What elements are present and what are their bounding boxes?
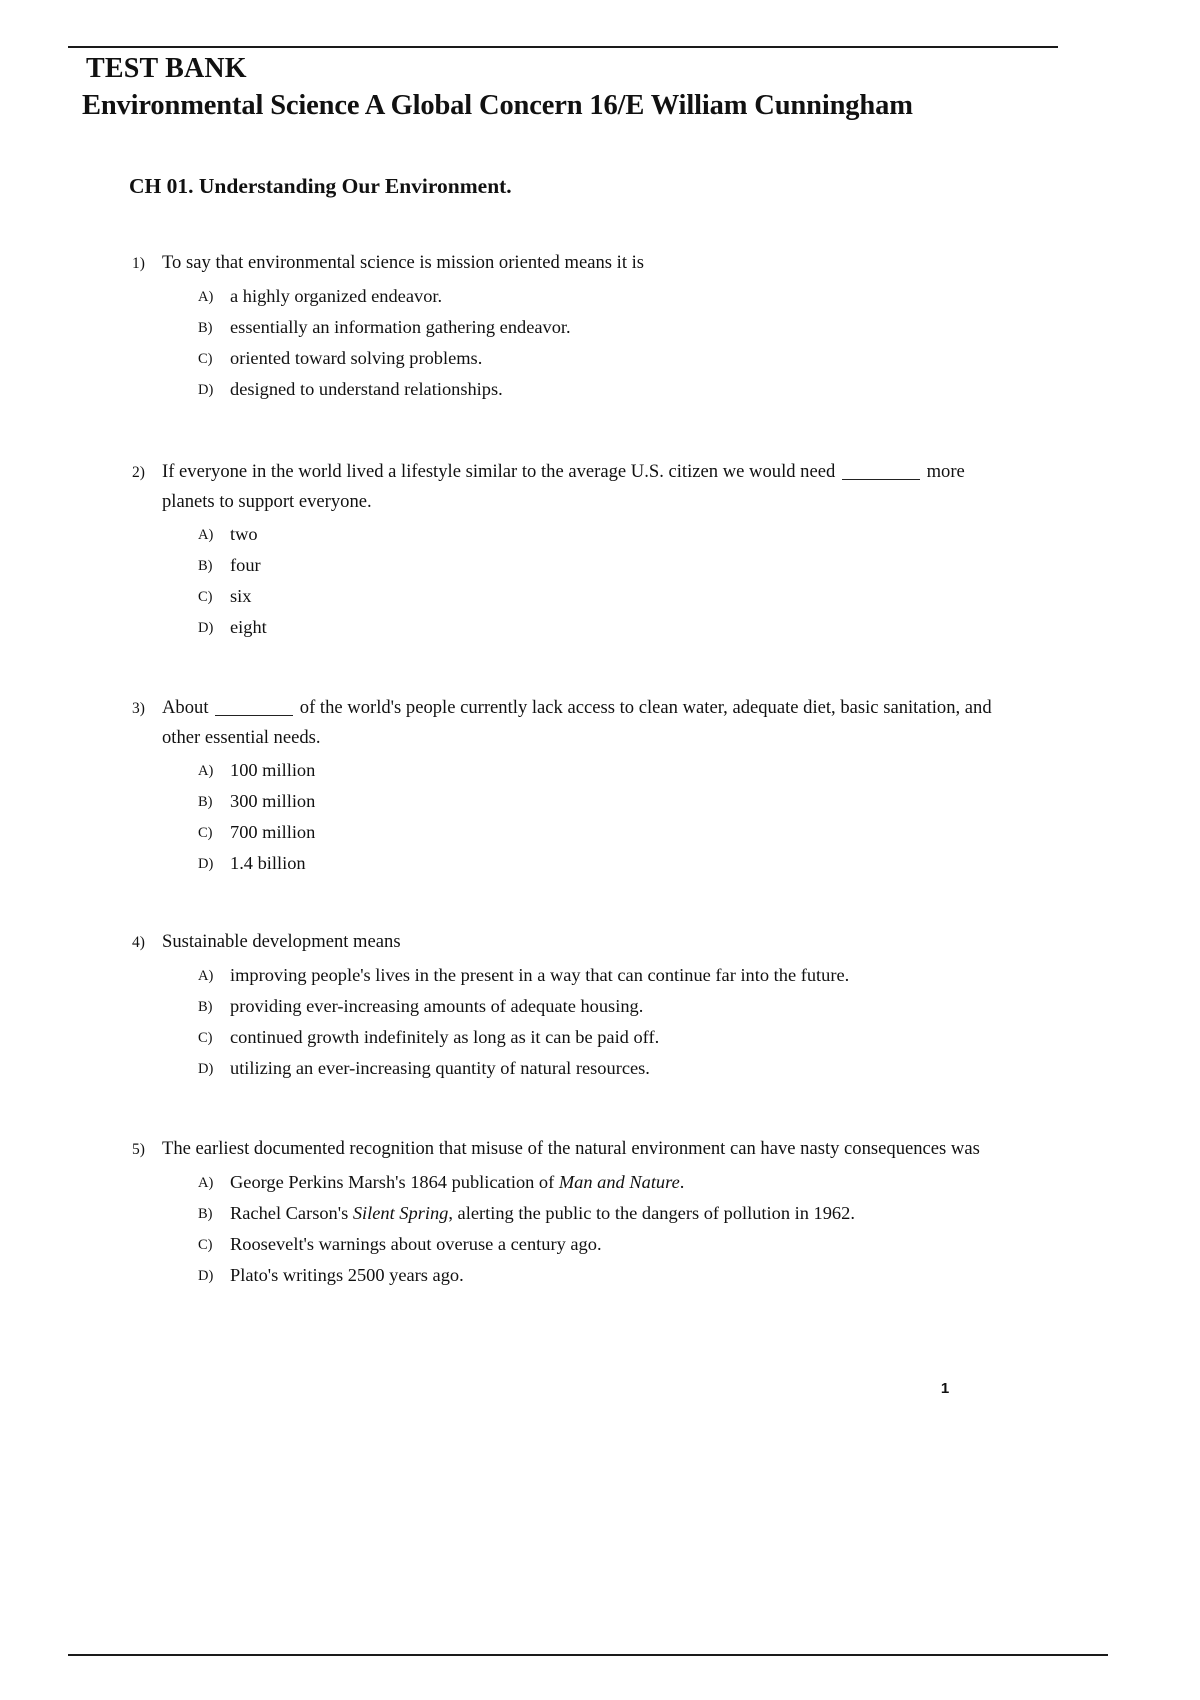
option-text: four [230,555,261,575]
question-item [132,457,1092,643]
footer-rule [68,1654,1108,1656]
option-d[interactable] [198,1260,1092,1291]
option-letter: D) [198,620,214,636]
option-a[interactable] [198,1167,1092,1198]
question-item [132,248,1092,405]
question-stem-part2: more planets to support everyone. [162,461,965,512]
option-title-italic: Man and Nature [558,1172,680,1192]
option-text: 1.4 billion [230,853,306,873]
option-letter: B) [198,558,213,574]
option-text: 100 million [230,760,316,780]
option-text: 300 million [230,791,316,811]
option-b[interactable] [198,786,1092,817]
option-text: providing ever-increasing amounts of adequate housing. [230,996,644,1016]
option-a[interactable] [198,281,1092,312]
option-b[interactable] [198,550,1092,581]
question-stem-part1: If everyone in the world lived a lifestyle similar to the average U.S. citizen we would need [162,461,836,482]
question-item [132,1134,1092,1291]
document-header [82,52,1096,124]
option-letter: D) [198,856,214,872]
document-kicker: TEST BANK [86,53,247,84]
option-letter: B) [198,794,213,810]
option-text: a highly organized endeavor. [230,286,443,306]
page-number: 1 [940,1380,950,1397]
option-letter: D) [198,1061,214,1077]
question-stem: Sustainable development means [162,931,401,952]
option-b[interactable] [198,312,1092,343]
option-c[interactable] [198,1229,1092,1260]
option-letter: A) [198,289,214,305]
option-a[interactable] [198,960,1092,991]
question-header [132,457,1092,516]
option-letter: A) [198,1175,214,1191]
option-letter: C) [198,825,213,841]
option-list [198,1167,1092,1291]
question-stem: The earliest documented recognition that misuse of the natural environment can have nasty consequences was [162,1138,980,1159]
question-number: 4) [132,934,145,951]
option-text-before: Rachel Carson's [230,1203,353,1223]
question-stem: To say that environmental science is mission oriented means it is [162,252,645,273]
option-list [198,960,1092,1084]
chapter-heading: CH 01. Understanding Our Environment. [129,174,512,198]
question-number: 5) [132,1141,145,1158]
option-c[interactable] [198,581,1092,612]
question-list [132,248,1092,1291]
option-text: two [230,524,258,544]
option-letter: B) [198,1206,213,1222]
option-text: Roosevelt's warnings about overuse a century ago. [230,1234,602,1254]
option-letter: C) [198,1237,213,1253]
question-stem-part1: About [162,697,209,718]
option-letter: A) [198,527,214,543]
option-text-after: . [679,1172,685,1192]
option-text: eight [230,617,267,637]
option-text: essentially an information gathering endeavor. [230,317,571,337]
option-letter: A) [198,968,214,984]
question-stem [162,457,1007,516]
question-number: 3) [132,700,145,717]
question-number: 1) [132,255,145,272]
option-letter: C) [198,1030,213,1046]
option-text: utilizing an ever-increasing quantity of natural resources. [230,1058,650,1078]
option-text: continued growth indefinitely as long as it can be paid off. [230,1027,660,1047]
option-text-before: George Perkins Marsh's 1864 publication of [230,1172,559,1192]
option-a[interactable] [198,755,1092,786]
option-d[interactable] [198,848,1092,879]
option-text: designed to understand relationships. [230,379,503,399]
option-letter: A) [198,763,214,779]
question-stem-part2: of the world's people currently lack access to clean water, adequate diet, basic sanitation, and other essential needs. [162,697,992,748]
question-stem [162,693,1007,752]
option-c[interactable] [198,343,1092,374]
option-letter: B) [198,320,213,336]
option-title-italic: Silent Spring [352,1203,449,1223]
option-text: Plato's writings 2500 years ago. [230,1265,464,1285]
option-d[interactable] [198,612,1092,643]
option-b[interactable] [198,1198,1092,1229]
option-letter: D) [198,1268,214,1284]
fill-in-blank [215,715,293,716]
question-item [132,927,1092,1084]
header-rule [68,46,1058,48]
question-header [132,1134,1092,1164]
option-list [198,519,1092,643]
fill-in-blank [842,479,920,480]
option-letter: D) [198,382,214,398]
option-d[interactable] [198,374,1092,405]
option-text [230,1167,1092,1197]
question-item [132,693,1092,879]
option-letter: C) [198,589,213,605]
option-list [198,281,1092,405]
option-letter: B) [198,999,213,1015]
option-a[interactable] [198,519,1092,550]
option-text: 700 million [230,822,316,842]
question-header [132,927,1092,957]
option-b[interactable] [198,991,1092,1022]
question-number: 2) [132,464,145,481]
option-text: oriented toward solving problems. [230,348,483,368]
option-d[interactable] [198,1053,1092,1084]
question-header [132,248,1092,278]
option-text: improving people's lives in the present in a way that can continue far into the future. [230,965,850,985]
question-header [132,693,1092,752]
option-text-after: , alerting the public to the dangers of pollution in 1962. [448,1203,855,1223]
option-list [198,755,1092,879]
option-text [230,1198,1092,1228]
page-title: Environmental Science A Global Concern 16/E William Cunningham [82,90,913,121]
option-text: six [230,586,252,606]
option-letter: C) [198,351,213,367]
option-c[interactable] [198,817,1092,848]
option-c[interactable] [198,1022,1092,1053]
